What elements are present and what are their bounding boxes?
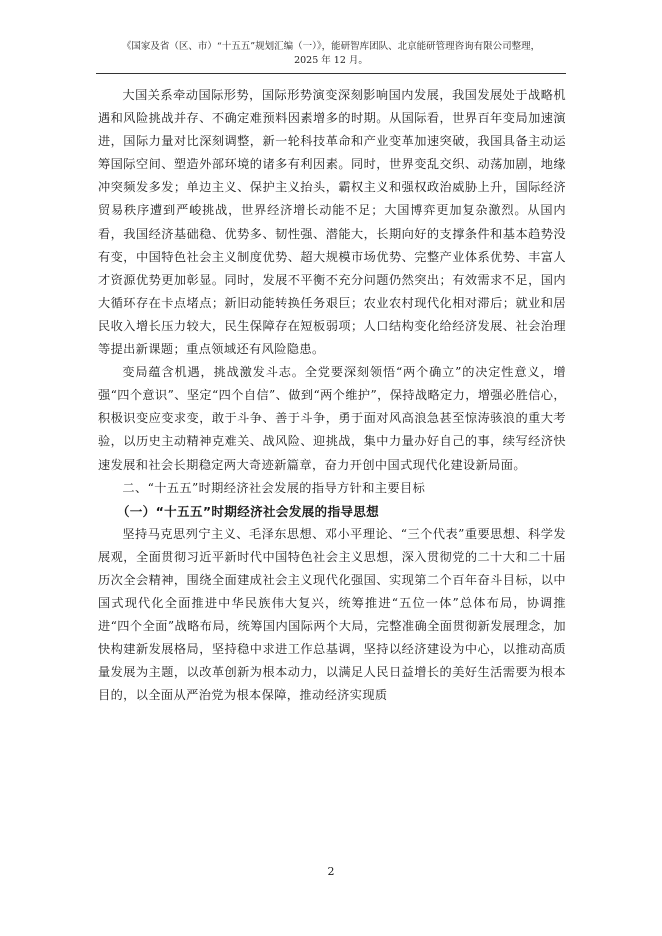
paragraph-guiding-thought: 坚持马克思列宁主义、毛泽东思想、邓小平理论、“三个代表”重要思想、科学发展观，全面贯彻习近平新时代中国特色社会主义思想，深入贯彻党的二十大和二十届历次全会精神，围绕全面建成社会主义现代化强国、实现第二个百年奋斗目标，以中国式现代化全面推进中华民族伟大复兴，统筹推进“五位一体”总体布局，协调推进“四个全面”战略布局，统筹国内国际两个大局，完整准确全面贯彻新发展理念，加快构建新发展格局，坚持稳中求进工作总基调，坚持以经济建设为中心，以推动高质量发展为主题，以改革创新为根本动力，以满足人民日益增长的美好生活需要为根本目的，以全面从严治党为根本保障，推动经济实现质 bbox=[98, 526, 566, 703]
page-number: 2 bbox=[327, 865, 335, 878]
paragraph-international-situation: 大国关系牵动国际形势，国际形势演变深刻影响国内发展，我国发展处于战略机遇和风险挑战并存、不确定难预料因素增多的时期。从国际看，世界百年变局加速演进，国际力量对比深刻调整，新一轮科技革命和产业变革加速突破，我国具备主动运筹国际空间、塑造外部环境的诸多有利因素。同时，世界变乱交织、动荡加剧，地缘冲突频发多发；单边主义、保护主义抬头，霸权主义和强权政治威胁上升，国际经济贸易秩序遭到严峻挑战，世界经济增长动能不足；大国博弈更加复杂激烈。从国内看，我国经济基础稳、优势多、韧性强、潜能大，长期向好的支撑条件和基本趋势没有变，中国特色社会主义制度优势、超大规模市场优势、完整产业体系优势、丰富人才资源优势更加彰显。同时，发展不平衡不充分问题仍然突出；有效需求不足，国内大循环存在卡点堵点；新旧动能转换任务艰巨；农业农村现代化相对滞后；就业和居民收入增长压力较大，民生保障存在短板弱项；人口结构变化给经济发展、社会治理等提出新课题；重点领域还有风险隐患。 bbox=[98, 88, 566, 357]
header-divider bbox=[96, 73, 566, 74]
subsection-heading: （一）“十五五”时期经济社会发展的指导思想 bbox=[116, 503, 380, 519]
header-line-2: 2025 年 12 月。 bbox=[294, 55, 368, 66]
document-body bbox=[98, 84, 566, 708]
section-heading: 二、“十五五”时期经济社会发展的指导方针和主要目标 bbox=[122, 480, 426, 495]
page-header bbox=[96, 40, 566, 68]
paragraph-opportunities: 变局蕴含机遇，挑战激发斗志。全党要深刻领悟“两个确立”的决定性意义，增强“四个意识”、坚定“四个自信”、做到“两个维护”，保持战略定力，增强必胜信心，积极识变应变求变，敢于斗争、善于斗争，勇于面对风高浪急甚至惊涛骇浪的重大考验，以历史主动精神克难关、战风险、迎挑战，集中力量办好自己的事，续写经济快速发展和社会长期稳定两大奇迹新篇章，奋力开创中国式现代化建设新局面。 bbox=[98, 365, 566, 472]
header-line-1: 《国家及省（区、市）“十五五”规划汇编（一）》，能研智库团队、北京能研管理咨询有限公司整理， bbox=[121, 41, 541, 52]
